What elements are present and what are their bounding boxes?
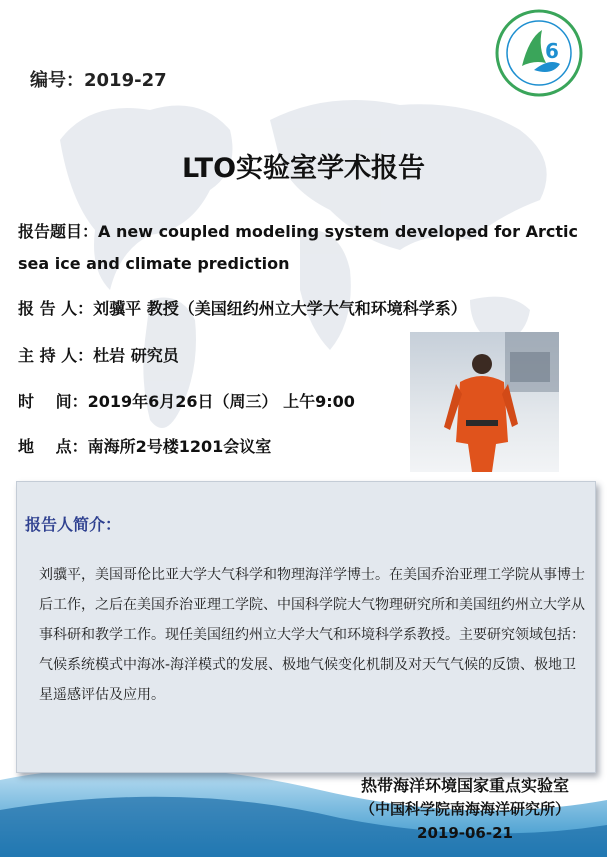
lab-logo [494, 8, 584, 98]
topic-label: 报告题目： [18, 222, 99, 241]
bio-text: 刘骥平，美国哥伦比亚大学大气科学和物理海洋学博士。在美国乔治亚理工学院从事博士后工作，之后在美国乔治亚理工学院、中国科学院大气物理研究所和美国纽约州立大学从事科研和教学工作。现任美国纽约州立大学大气和环境科学系教授。主要研究领域包括：气候系统模式中海冰-海洋模式的发展、极地气候变化机制及对天气气候的反馈、极地卫星遥感评估及应用。 [39, 567, 585, 703]
speaker-photo [410, 332, 559, 472]
place-label: 地 点： [18, 437, 88, 456]
host-value: 杜岩 研究员 [93, 346, 179, 365]
topic-row [18, 216, 598, 280]
speaker-label: 报 告 人： [18, 299, 94, 318]
bio-heading: 报告人简介： [25, 515, 122, 534]
time-row [18, 386, 355, 418]
time-value: 2019年6月26日（周三） 上午9:00 [87, 392, 355, 411]
issue-date: 2019-06-21 [417, 824, 513, 842]
topic-value: A new coupled modeling system developed for Arctic sea ice and climate prediction [18, 222, 578, 273]
page-title: LTO实验室学术报告 [181, 153, 426, 184]
place-value: 南海所2号楼1201会议室 [87, 437, 272, 456]
place-row [18, 431, 271, 463]
organizer-name: 热带海洋环境国家重点实验室 [360, 776, 569, 795]
serial-number: 编号：2019-27 [30, 70, 167, 91]
host-row [18, 340, 179, 372]
organizer-subtitle: （中国科学院南海海洋研究所） [359, 800, 570, 818]
time-label: 时 间： [18, 392, 88, 411]
host-label: 主 持 人： [18, 346, 94, 365]
bio-panel [16, 481, 596, 773]
speaker-value: 刘骥平 教授（美国纽约州立大学大气和环境科学系） [93, 299, 467, 318]
svg-text:6: 6 [545, 39, 559, 63]
speaker-row [18, 293, 467, 325]
